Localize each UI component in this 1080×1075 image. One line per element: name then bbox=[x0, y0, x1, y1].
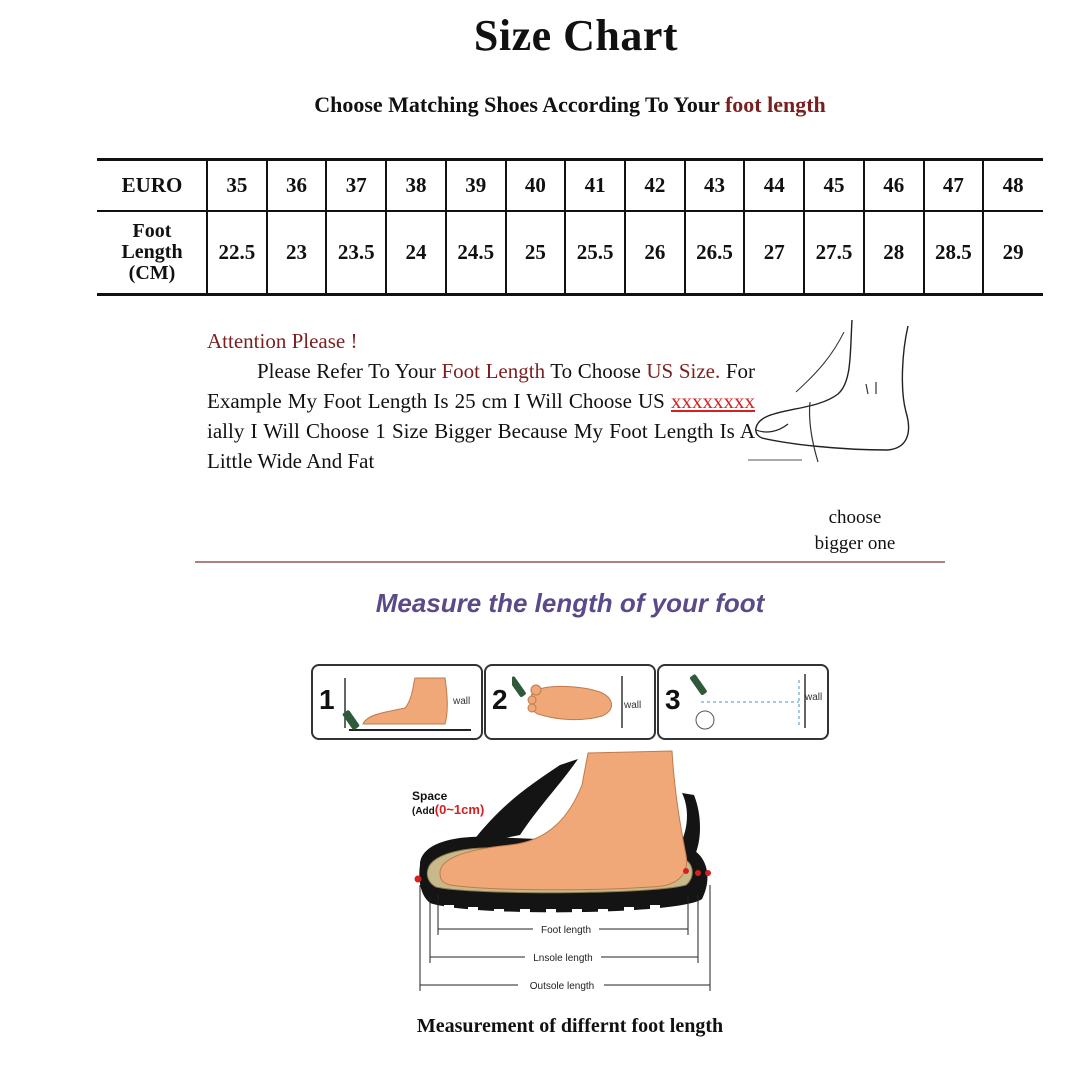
attention-text-3: For Example My Foot Length Is 25 cm I Will Choose US bbox=[207, 359, 756, 413]
attention-title: Attention Please ! bbox=[207, 329, 358, 353]
euro-size-cell: 40 bbox=[524, 173, 546, 198]
step-3-number: 3 bbox=[665, 684, 681, 715]
foot-length-cell: 25.5 bbox=[576, 240, 614, 265]
row-label-line: (CM) bbox=[128, 262, 176, 284]
step-2-wall-label: wall bbox=[624, 700, 642, 711]
euro-size-cell: 43 bbox=[704, 173, 726, 198]
foot-length-cell: 27 bbox=[763, 240, 785, 265]
attention-text-4: ially I Will Choose 1 Size Bigger Because My Foot Length Is A Little Wide And Fat bbox=[207, 419, 755, 473]
euro-size-cell: 41 bbox=[584, 173, 606, 198]
foot-length-cell: 28.5 bbox=[935, 240, 972, 265]
attention-body bbox=[207, 356, 755, 476]
euro-size-cell: 44 bbox=[763, 173, 785, 198]
foot-length-cell: 23 bbox=[286, 240, 308, 265]
euro-header-cell: EURO bbox=[121, 173, 183, 198]
choose-bigger-line-1: choose bbox=[828, 507, 882, 528]
attention-note bbox=[207, 326, 755, 476]
euro-size-cell: 35 bbox=[226, 173, 248, 198]
page-subtitle bbox=[0, 92, 1080, 118]
attention-highlight-us-size: US Size. bbox=[646, 359, 721, 383]
step-2-number: 2 bbox=[492, 684, 508, 715]
insole-length-dimension-label: Lnsole length bbox=[533, 953, 593, 964]
step-3-wall-label: wall bbox=[805, 692, 823, 703]
measure-heading: Measure the length of your foot bbox=[375, 588, 765, 618]
foot-length-cell: 26.5 bbox=[696, 240, 733, 265]
euro-size-cell: 39 bbox=[465, 173, 487, 198]
choose-bigger-line-2: bigger one bbox=[814, 533, 896, 554]
foot-length-row-label bbox=[97, 212, 207, 293]
subtitle-text: Choose Matching Shoes According To Your bbox=[314, 92, 725, 117]
step-2-foot-icon bbox=[512, 670, 632, 734]
shoe-measurement-diagram bbox=[410, 745, 730, 995]
space-label-add: (Add bbox=[412, 806, 435, 817]
page-title: Size Chart bbox=[473, 11, 679, 60]
foot-length-cell: 26 bbox=[644, 240, 666, 265]
step-1-wall-label: wall bbox=[453, 696, 471, 707]
foot-length-cell: 28 bbox=[883, 240, 905, 265]
foot-length-cell: 29 bbox=[1002, 240, 1024, 265]
foot-length-cell: 24.5 bbox=[457, 240, 495, 265]
subtitle-highlight: foot length bbox=[724, 92, 826, 117]
euro-size-cell: 45 bbox=[823, 173, 845, 198]
outsole-length-dimension-label: Outsole length bbox=[529, 981, 595, 992]
euro-size-cell: 37 bbox=[345, 173, 367, 198]
step-1-number: 1 bbox=[319, 684, 335, 715]
space-label-range: (0~1cm) bbox=[434, 802, 485, 817]
foot-length-cell: 23.5 bbox=[337, 240, 375, 265]
space-label-title: Space bbox=[412, 789, 448, 803]
step-3-measure-icon bbox=[687, 670, 821, 734]
step-3-panel bbox=[657, 664, 829, 740]
attention-redacted-text: xxxxxxxx bbox=[671, 389, 755, 413]
space-allowance-label bbox=[412, 790, 484, 818]
foot-length-cell: 22.5 bbox=[218, 240, 256, 265]
euro-size-cell: 38 bbox=[405, 173, 427, 198]
row-label-line: Foot bbox=[132, 220, 172, 242]
size-table bbox=[97, 158, 1043, 296]
step-1-panel bbox=[311, 664, 483, 740]
foot-length-cell: 27.5 bbox=[815, 240, 853, 265]
attention-highlight-foot-length: Foot Length bbox=[441, 359, 546, 383]
foot-sketch-illustration bbox=[748, 312, 918, 472]
foot-length-cell: 24 bbox=[405, 240, 427, 265]
attention-text-2: To Choose bbox=[545, 359, 647, 383]
row-label-line: Length bbox=[121, 241, 183, 263]
attention-text-1: Please Refer To Your bbox=[257, 359, 442, 383]
choose-bigger-note bbox=[790, 505, 920, 557]
euro-size-cell: 36 bbox=[286, 173, 308, 198]
euro-size-cell: 46 bbox=[883, 173, 905, 198]
euro-size-cell: 47 bbox=[942, 173, 964, 198]
foot-length-dimension-label: Foot length bbox=[540, 925, 592, 936]
table-rule bbox=[97, 293, 1043, 296]
diagram-caption: Measurement of differnt foot length bbox=[416, 1015, 724, 1037]
euro-size-cell: 42 bbox=[644, 173, 666, 198]
section-divider bbox=[195, 561, 945, 563]
foot-length-cell: 25 bbox=[524, 240, 546, 265]
step-2-panel bbox=[484, 664, 656, 740]
euro-size-cell: 48 bbox=[1002, 173, 1024, 198]
